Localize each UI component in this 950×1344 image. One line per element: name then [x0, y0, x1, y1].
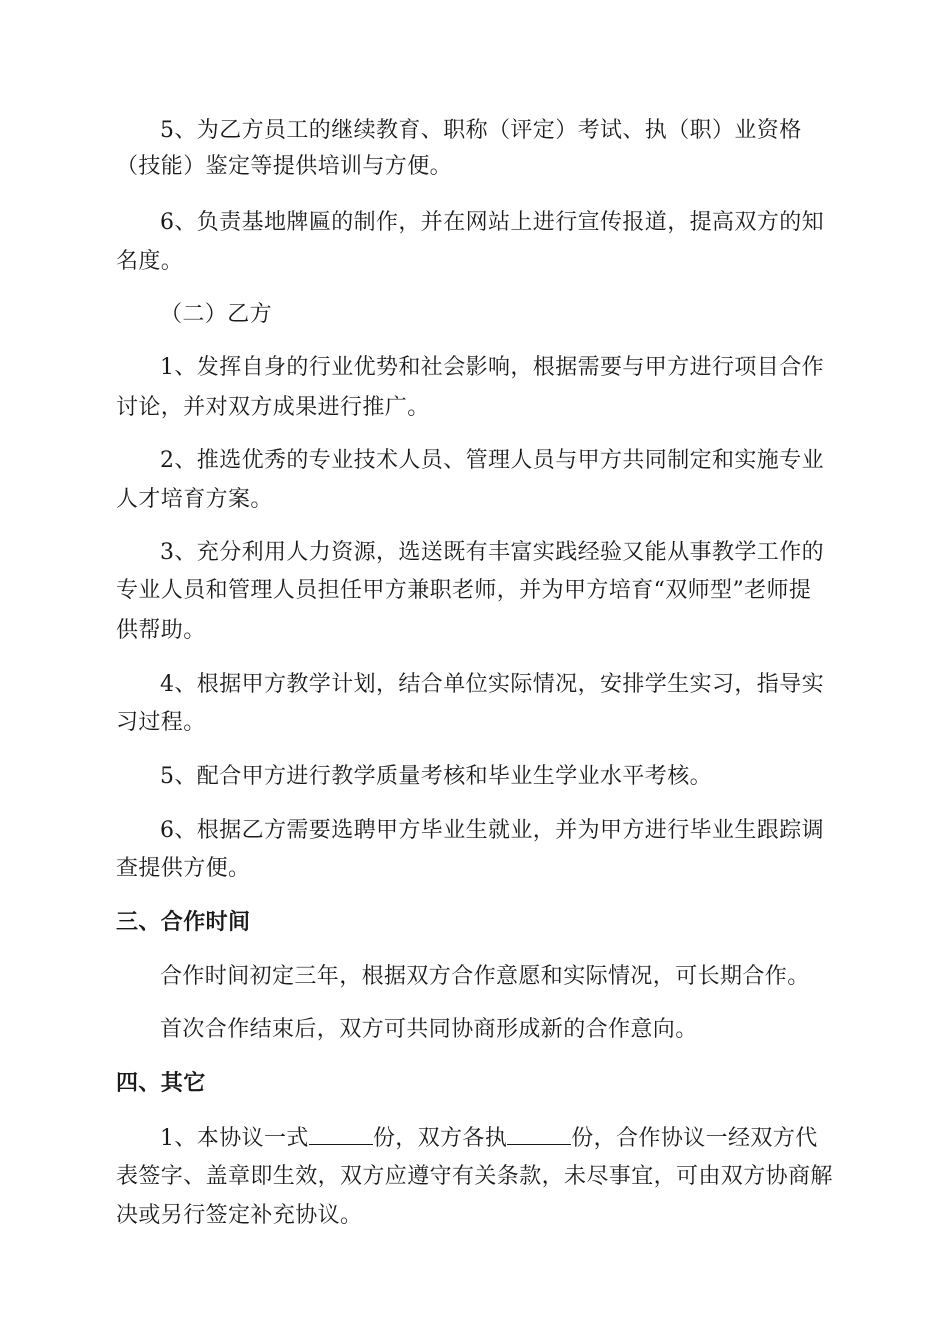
copies-each-blank [507, 1124, 571, 1145]
paragraph-a5-line2: （技能）鉴定等提供培训与方便。 [116, 154, 453, 179]
paragraph-b3-line3: 供帮助。 [116, 618, 206, 643]
paragraph-a6-line1: 6、负责基地牌匾的制作，并在网站上进行宣传报道，提高双方的知 [160, 210, 824, 235]
paragraph-other-1-line3: 决或另行签定补充协议。 [116, 1203, 363, 1228]
section-heading-cooperation-time: 三、合作时间 [116, 910, 251, 935]
paragraph-b1-line2: 讨论，并对双方成果进行推广。 [116, 395, 430, 420]
clause-text-part2: 份，双方各执 [372, 1126, 508, 1151]
clause-text-part3: 份，合作协议一经双方代 [571, 1126, 818, 1151]
paragraph-b4-line1: 4、根据甲方教学计划，结合单位实际情况，安排学生实习，指导实 [160, 672, 824, 697]
paragraph-b6-line1: 6、根据乙方需要选聘甲方毕业生就业，并为甲方进行毕业生跟踪调 [160, 818, 824, 843]
subheading-party-b: （二）乙方 [160, 302, 273, 327]
section-heading-other: 四、其它 [116, 1071, 206, 1096]
paragraph-b3-line2: 专业人员和管理人员担任甲方兼职老师，并为甲方培育“双师型”老师提 [116, 578, 812, 603]
paragraph-b5-line1: 5、配合甲方进行教学质量考核和毕业生学业水平考核。 [160, 764, 712, 789]
paragraph-a5-line1: 5、为乙方员工的继续教育、职称（评定）考试、执（职）业资格 [160, 118, 802, 143]
paragraph-b2-line1: 2、推选优秀的专业技术人员、管理人员与甲方共同制定和实施专业 [160, 448, 824, 473]
paragraph-other-1-line2: 表签字、盖章即生效，双方应遵守有关条款，未尽事宜，可由双方协商解 [116, 1164, 833, 1189]
paragraph-time-2: 首次合作结束后，双方可共同协商形成新的合作意向。 [160, 1017, 698, 1042]
paragraph-time-1: 合作时间初定三年，根据双方合作意愿和实际情况，可长期合作。 [160, 964, 810, 989]
paragraph-b1-line1: 1、发挥自身的行业优势和社会影响，根据需要与甲方进行项目合作 [160, 355, 824, 380]
clause-text-part1: 1、本协议一式 [160, 1126, 309, 1151]
paragraph-b6-line2: 查提供方便。 [116, 856, 251, 881]
paragraph-b4-line2: 习过程。 [116, 710, 206, 735]
paragraph-b2-line2: 人才培育方案。 [116, 487, 273, 512]
paragraph-a6-line2: 名度。 [116, 249, 184, 274]
copies-total-blank [309, 1124, 373, 1145]
paragraph-other-1-line1 [160, 1124, 818, 1154]
paragraph-b3-line1: 3、充分利用人力资源，选送既有丰富实践经验又能从事教学工作的 [160, 540, 824, 565]
